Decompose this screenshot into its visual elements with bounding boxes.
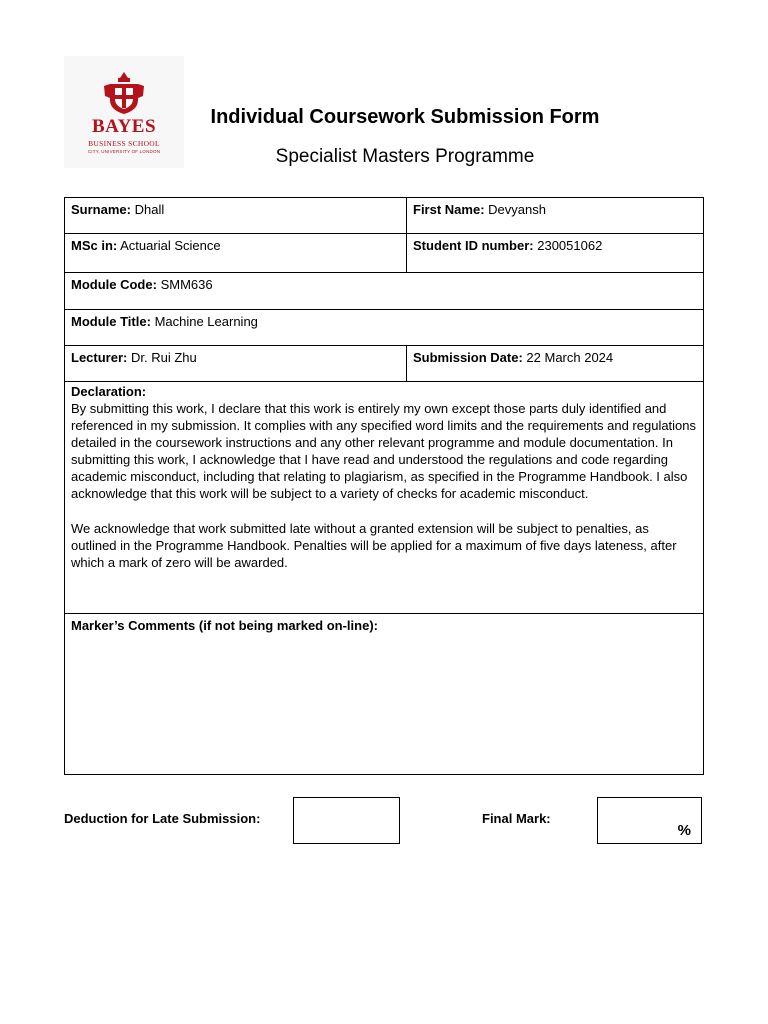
declaration-section bbox=[65, 382, 703, 613]
first-name-field[interactable] bbox=[407, 198, 703, 233]
logo-name: BAYES bbox=[91, 116, 157, 137]
markers-comments-field[interactable] bbox=[65, 614, 703, 774]
row-module-code bbox=[65, 273, 703, 310]
markers-comments-label: Marker’s Comments (if not being marked on-line): bbox=[71, 618, 378, 633]
surname-field[interactable] bbox=[65, 198, 407, 233]
module-title-value: Machine Learning bbox=[154, 314, 258, 329]
student-id-label: Student ID number: bbox=[413, 238, 534, 253]
msc-label: MSc in: bbox=[71, 238, 118, 253]
submission-form-table bbox=[64, 197, 704, 775]
student-id-field[interactable] bbox=[407, 234, 703, 272]
first-name-label: First Name: bbox=[413, 202, 485, 217]
crest-icon bbox=[102, 70, 146, 116]
percent-symbol: % bbox=[677, 822, 691, 839]
row-lecturer bbox=[65, 346, 703, 382]
lecturer-field[interactable] bbox=[65, 346, 407, 381]
first-name-value: Devyansh bbox=[488, 202, 546, 217]
late-deduction-label: Deduction for Late Submission: bbox=[64, 811, 261, 826]
lecturer-value: Dr. Rui Zhu bbox=[130, 350, 197, 365]
final-mark-label: Final Mark: bbox=[482, 811, 551, 826]
declaration-heading: Declaration: bbox=[71, 384, 147, 399]
lecturer-label: Lecturer: bbox=[71, 350, 128, 365]
final-mark-input[interactable] bbox=[597, 797, 702, 844]
module-code-field[interactable] bbox=[65, 273, 703, 309]
module-title-label: Module Title: bbox=[71, 314, 151, 329]
row-markers-comments bbox=[65, 614, 703, 774]
page-subtitle: Specialist Masters Programme bbox=[275, 146, 535, 167]
surname-label: Surname: bbox=[71, 202, 131, 217]
module-code-value: SMM636 bbox=[160, 277, 213, 292]
page-title: Individual Coursework Submission Form bbox=[210, 106, 600, 128]
row-module-title bbox=[65, 310, 703, 346]
submission-date-label: Submission Date: bbox=[413, 350, 523, 365]
row-declaration bbox=[65, 382, 703, 614]
row-names bbox=[65, 198, 703, 234]
submission-date-field[interactable] bbox=[407, 346, 703, 381]
row-programme bbox=[65, 234, 703, 273]
declaration-paragraph-1: By submitting this work, I declare that this work is entirely my own except those parts duly identified and referenced in my submission. It complies with any specified word limits and the requirements and regulations detailed in the coursework instructions and any other relevant programme and module documentation. In submitting this work, I acknowledge that I have read and understood the regulations and code regarding academic misconduct, including that relating to plagiarism, as specified in the Programme Handbook. I also acknowledge that this work will be subject to a variety of checks for academic misconduct. bbox=[71, 401, 697, 501]
declaration-paragraph-2: We acknowledge that work submitted late without a granted extension will be subject to penalties, as outlined in the Programme Handbook. Penalties will be applied for a maximum of five days lateness, after which a mark of zero will be awarded. bbox=[71, 521, 677, 570]
logo-subtitle: BUSINESS SCHOOL bbox=[88, 139, 160, 148]
logo-tagline: CITY, UNIVERSITY OF LONDON bbox=[87, 149, 161, 154]
msc-value: Actuarial Science bbox=[120, 238, 221, 253]
module-code-label: Module Code: bbox=[71, 277, 157, 292]
module-title-field[interactable] bbox=[65, 310, 703, 345]
surname-value: Dhall bbox=[134, 202, 165, 217]
student-id-value: 230051062 bbox=[537, 238, 603, 253]
msc-field[interactable] bbox=[65, 234, 407, 272]
late-deduction-input[interactable] bbox=[293, 797, 400, 844]
submission-date-value: 22 March 2024 bbox=[526, 350, 614, 365]
